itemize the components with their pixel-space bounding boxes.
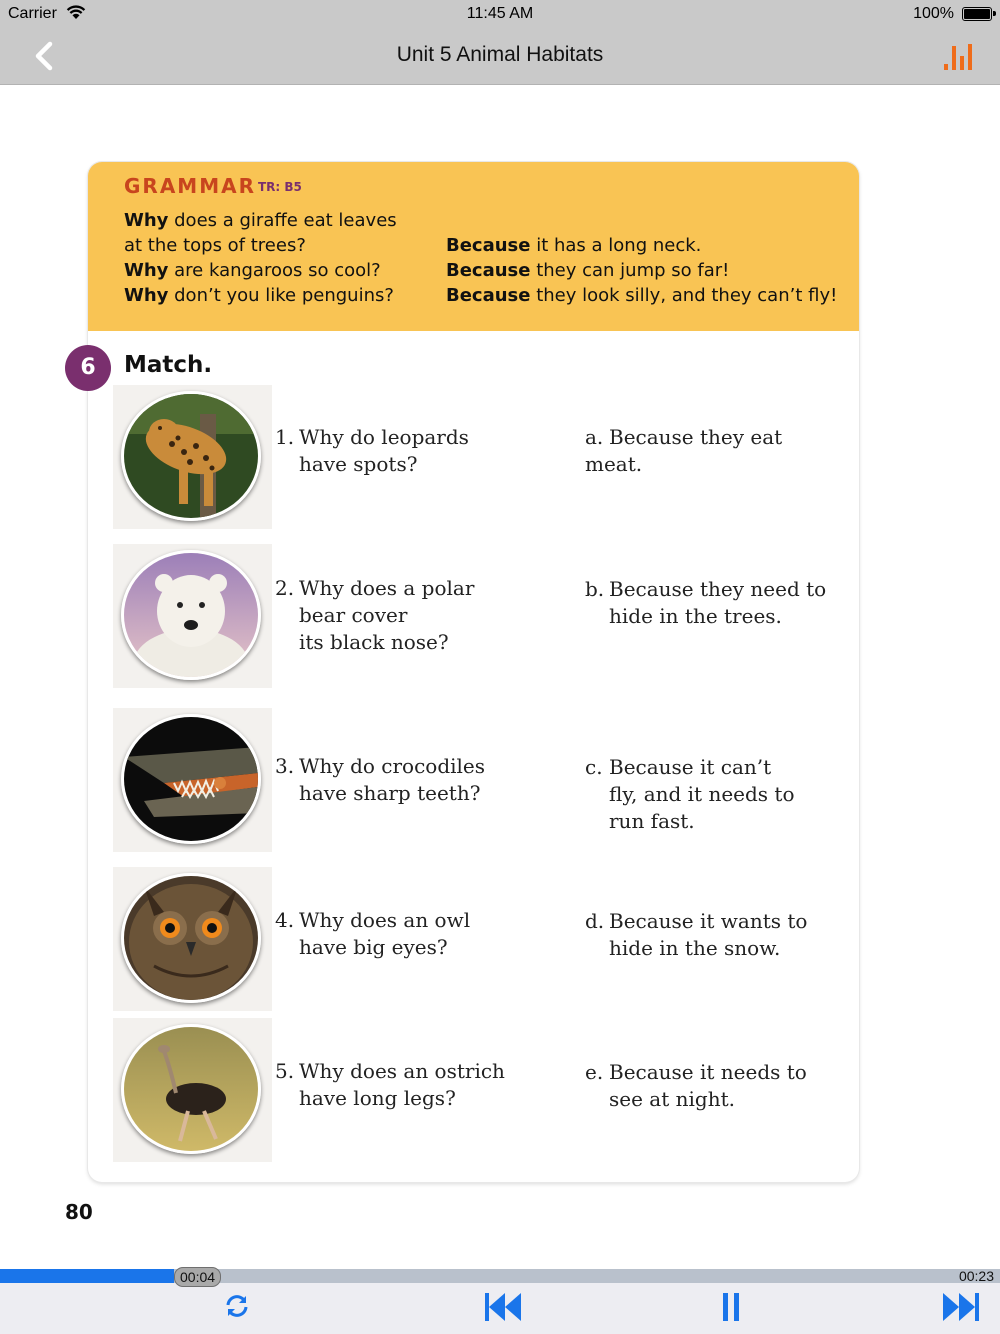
page-title: Unit 5 Animal Habitats (396, 43, 604, 66)
photo-tile (113, 708, 272, 852)
grammar-box (88, 162, 859, 331)
crocodile-photo (121, 714, 261, 844)
question-item: 2. Why does a polar bear cover its black nose? (275, 576, 475, 654)
navigation-bar (0, 28, 1000, 85)
owl-photo (121, 873, 261, 1003)
photo-tile (113, 1018, 272, 1162)
grammar-answer: Because they look silly, and they can’t fly! (446, 285, 838, 306)
question-item: 5. Why does an ostrich have long legs? (275, 1059, 505, 1110)
grammar-question: Why don’t you like penguins? (124, 285, 394, 306)
repeat-icon (224, 1293, 250, 1319)
grammar-answer: Because it has a long neck. (446, 235, 702, 256)
exercise-number-badge: 6 (65, 345, 111, 391)
skip-back-icon (483, 1291, 523, 1323)
polar-bear-photo (121, 550, 261, 680)
photo-tile (113, 867, 272, 1011)
answer-item: e. Because it needs to see at night. (585, 1060, 807, 1111)
photo-tile (113, 385, 272, 529)
stats-button[interactable] (942, 40, 976, 72)
grammar-question: Why are kangaroos so cool? (124, 260, 381, 281)
grammar-title: GRAMMAR (124, 174, 256, 198)
battery-percentage: 100% (913, 5, 954, 22)
grammar-question: at the tops of trees? (124, 235, 306, 256)
total-duration: 00:23 (958, 1268, 994, 1284)
book-page (0, 85, 1000, 1269)
answer-item: a. Because they eat meat. (585, 425, 783, 476)
skip-forward-icon (941, 1291, 981, 1323)
audio-player (0, 1269, 1000, 1334)
page-number: 80 (65, 1200, 93, 1224)
audio-track-label: TR: B5 (258, 180, 302, 194)
pause-icon (721, 1291, 741, 1323)
answer-item: c. Because it can’t fly, and it needs to run fast. (585, 755, 795, 833)
repeat-button[interactable] (224, 1293, 250, 1324)
exercise-instruction: Match. (124, 352, 213, 378)
ostrich-photo (121, 1024, 261, 1154)
battery-icon (962, 7, 992, 21)
answer-item: d. Because it wants to hide in the snow. (585, 909, 808, 960)
question-item: 1. Why do leopards have spots? (275, 425, 469, 476)
status-bar (0, 0, 1000, 28)
carrier-label: Carrier (8, 5, 57, 22)
skip-back-button[interactable] (483, 1291, 523, 1328)
photo-tile (113, 544, 272, 688)
elapsed-time[interactable]: 00:04 (174, 1267, 221, 1287)
question-item: 3. Why do crocodiles have sharp teeth? (275, 754, 486, 805)
pause-button[interactable] (721, 1291, 741, 1328)
status-time: 11:45 AM (466, 5, 534, 22)
progress-bar[interactable] (0, 1269, 1000, 1283)
question-item: 4. Why does an owl have big eyes? (275, 908, 471, 959)
bar-chart-icon (942, 40, 976, 72)
skip-forward-button[interactable] (941, 1291, 981, 1328)
progress-fill (0, 1269, 174, 1283)
grammar-answer: Because they can jump so far! (446, 260, 730, 281)
leopard-photo (121, 391, 261, 521)
answer-item: b. Because they need to hide in the trees. (585, 577, 827, 628)
grammar-question: Why does a giraffe eat leaves (124, 210, 397, 231)
